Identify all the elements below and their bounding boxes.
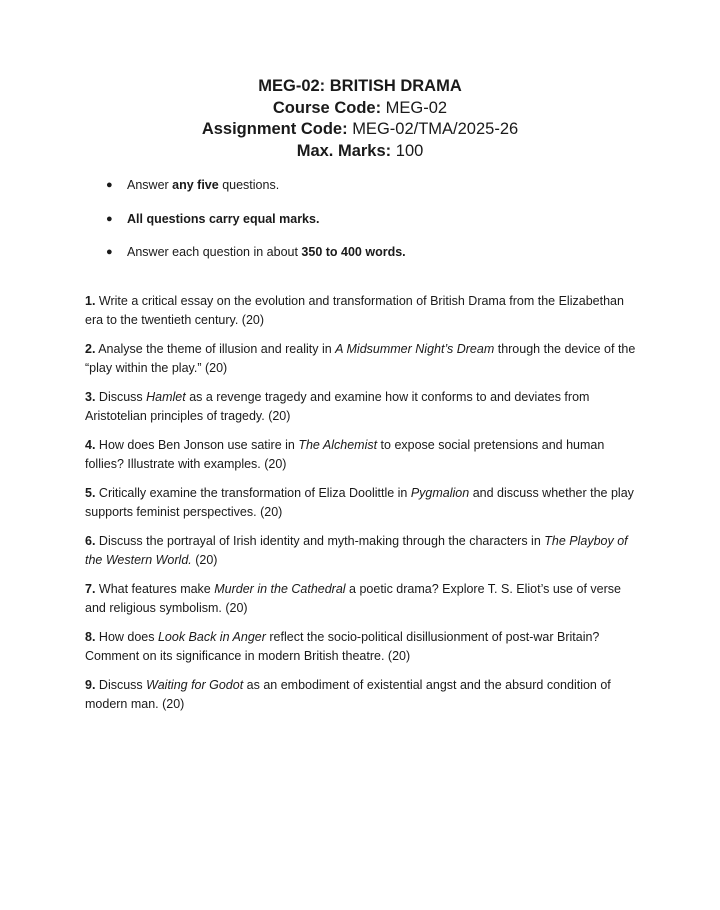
max-marks-value: 100	[395, 141, 424, 160]
question-number: 8.	[85, 630, 96, 644]
question-number: 6.	[85, 534, 96, 548]
work-title: Hamlet	[146, 390, 186, 404]
work-title: The Alchemist	[298, 438, 378, 452]
document-header	[0, 76, 720, 162]
course-code-line	[0, 98, 720, 120]
question-4	[85, 436, 645, 474]
bullet-icon: ●	[106, 179, 113, 191]
question-number: 1.	[85, 294, 96, 308]
course-code-label: Course Code:	[272, 98, 382, 117]
question-text: Analyse the theme of illusion and reality in	[95, 342, 336, 356]
question-text: Critically examine the transformation of Eliza Doolittle in	[95, 486, 411, 500]
question-number: 5.	[85, 486, 96, 500]
max-marks-label: Max. Marks:	[296, 141, 392, 160]
bullet-icon: ●	[106, 246, 113, 258]
instruction-item	[106, 243, 406, 261]
question-text: Discuss	[95, 678, 147, 692]
question-text: as a revenge tragedy and examine how it conforms to and deviates from Aristotelian principles of tragedy. (20)	[85, 390, 590, 423]
question-number: 9.	[85, 678, 96, 692]
question-number: 7.	[85, 582, 96, 596]
question-text: to expose social pretensions and human follies? Illustrate with examples. (20)	[85, 438, 605, 471]
work-title: Pygmalion	[410, 486, 470, 500]
question-1	[85, 292, 645, 330]
work-title: The Playboy of the Western World.	[85, 534, 628, 567]
document-title: MEG-02: BRITISH DRAMA	[258, 77, 462, 95]
question-3	[85, 388, 645, 426]
instructions-list	[106, 176, 406, 277]
instruction-text: questions.	[218, 178, 280, 192]
work-title: A Midsummer Night’s Dream	[335, 342, 495, 356]
question-text: (20)	[191, 553, 218, 567]
instruction-emphasis: All questions carry equal marks.	[127, 211, 320, 226]
question-6	[85, 532, 645, 570]
question-8	[85, 628, 645, 666]
work-title: Murder in the Cathedral	[214, 582, 346, 596]
question-number: 3.	[85, 390, 96, 404]
work-title: Waiting for Godot	[146, 678, 244, 692]
instruction-text: Answer	[127, 178, 173, 192]
questions-list	[85, 292, 645, 724]
question-9	[85, 676, 645, 714]
work-title: Look Back in Anger	[157, 630, 266, 644]
question-text: as an embodiment of existential angst and the absurd condition of modern man. (20)	[85, 678, 611, 711]
instruction-item	[106, 176, 406, 194]
instruction-item	[106, 210, 406, 228]
question-text: Write a critical essay on the evolution and transformation of British Drama from the Elizabethan era to the twentieth century. (20)	[85, 294, 624, 327]
max-marks-line	[0, 141, 720, 163]
question-5	[85, 484, 645, 522]
instruction-emphasis: 350 to 400 words.	[301, 245, 406, 259]
question-text: Discuss	[95, 390, 147, 404]
question-text: reflect the socio-political disillusionment of post-war Britain? Comment on its significance in modern British theatre. (20)	[85, 630, 600, 663]
assignment-code-value: MEG-02/TMA/2025-26	[352, 120, 519, 138]
question-text: Discuss the portrayal of Irish identity and myth-making through the characters in	[95, 534, 545, 548]
question-number: 2.	[85, 342, 96, 356]
question-text: What features make	[95, 582, 215, 596]
instruction-text: Answer each question in about	[127, 245, 302, 259]
question-2	[85, 340, 645, 378]
question-7	[85, 580, 645, 618]
question-text: How does Ben Jonson use satire in	[95, 438, 299, 452]
assignment-code-label: Assignment Code:	[201, 120, 348, 138]
question-text: through the device of the “play within the play.” (20)	[85, 342, 636, 375]
assignment-code-line	[0, 119, 720, 141]
course-code-value: MEG-02	[385, 98, 448, 117]
instruction-emphasis: any five	[172, 178, 219, 192]
question-number: 4.	[85, 438, 96, 452]
bullet-icon: ●	[106, 212, 113, 225]
question-text: How does	[95, 630, 158, 644]
question-text: and discuss whether the play supports feminist perspectives. (20)	[85, 486, 634, 519]
question-text: a poetic drama? Explore T. S. Eliot’s use of verse and religious symbolism. (20)	[85, 582, 621, 615]
